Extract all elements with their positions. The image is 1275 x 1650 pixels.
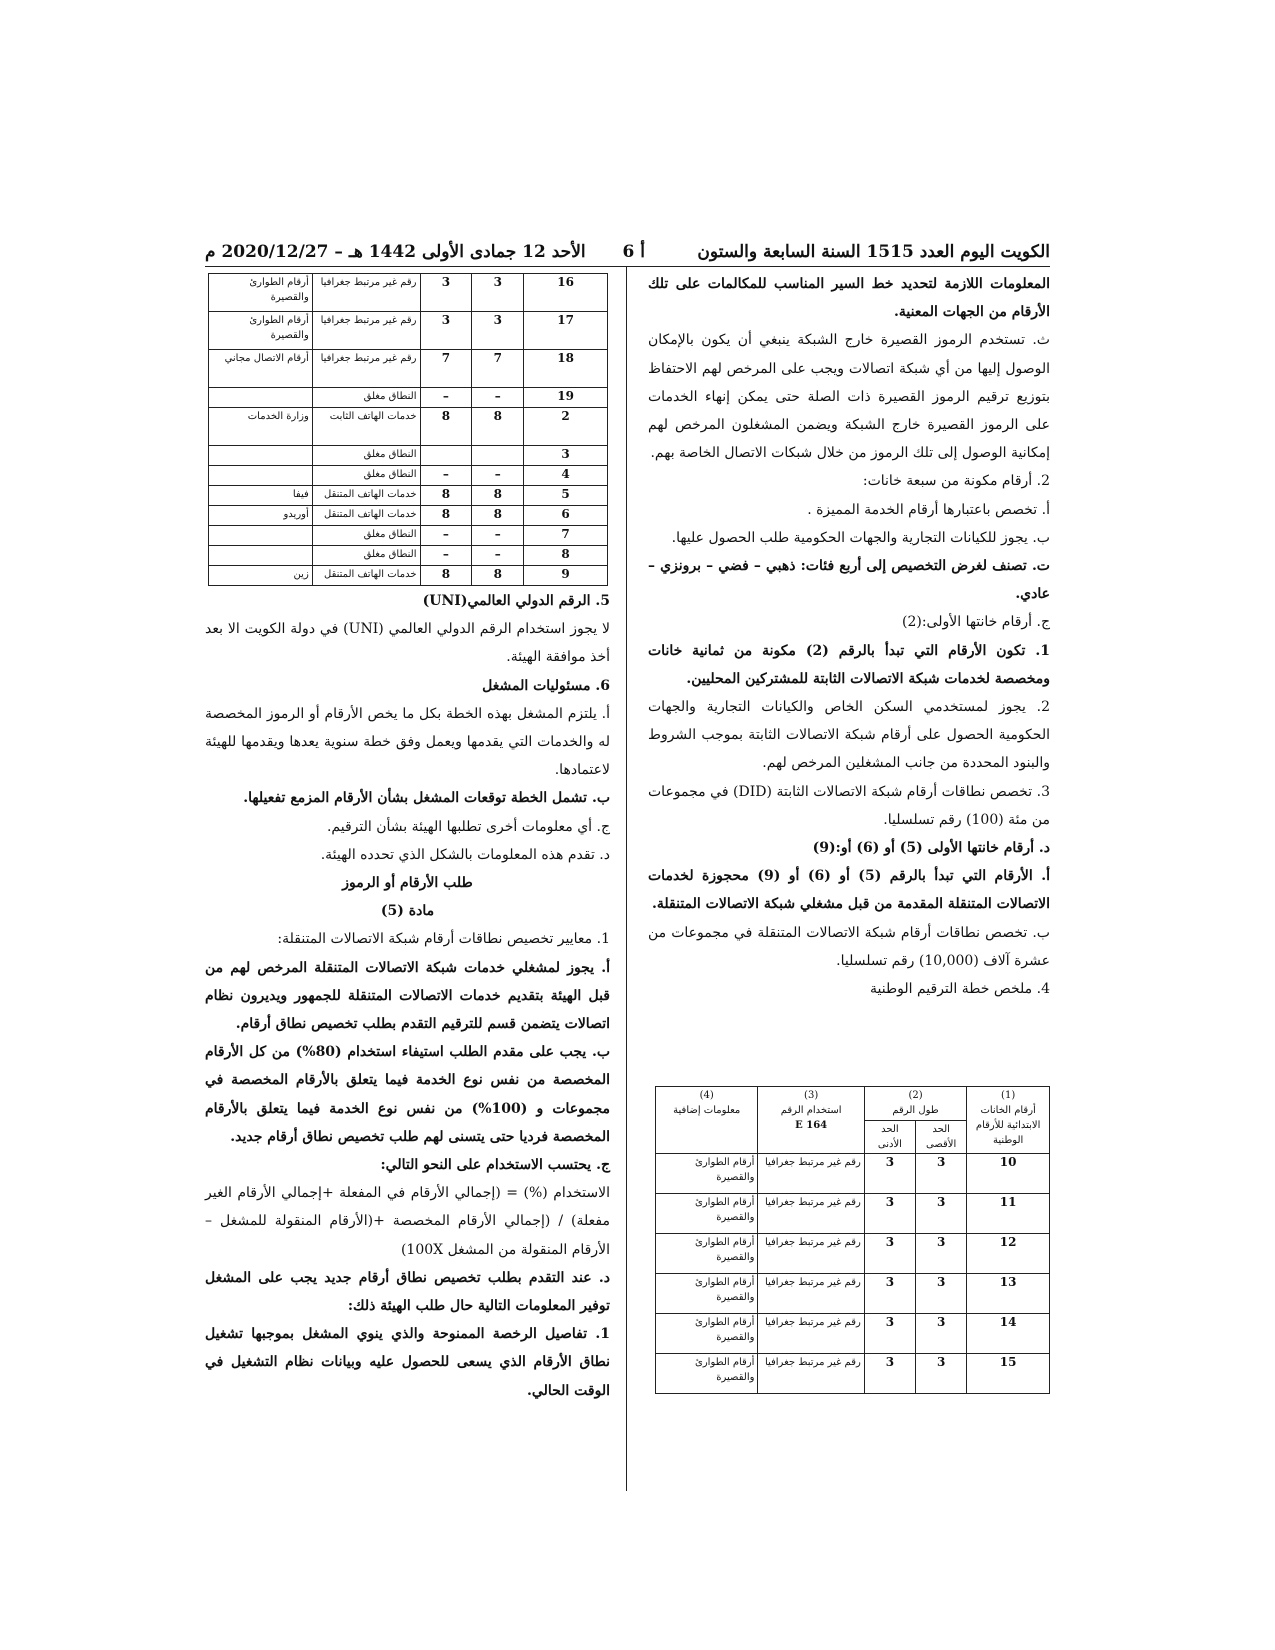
min-length-cell: 3	[864, 1154, 915, 1194]
numbering-plan-table-continued	[208, 273, 608, 586]
prefix-cell: 9	[524, 566, 608, 586]
number-use-cell: رقم غير مرتبط جغرافيا	[758, 1274, 864, 1314]
additional-info-cell	[209, 466, 313, 486]
article-title: مادة (5)	[380, 903, 435, 920]
paragraph: ث. تستخدم الرموز القصيرة خارج الشبكة ينبغي أن يكون بالإمكان الوصول إليها من أي شبكة اتصالات ويجب على المرخص لهم الاحتفاظ بتوزيع ترقيم الرموز القصيرة ذات الصلة حتى يمكن إنهاء الخدمات على الرموز القصيرة خارج الشبكة ويضمن المشغلون المرخص لهم إمكانية الوصول إلى تلك الرموز من خلال شبكات الاتصال الخاصة بهم.	[648, 332, 1050, 462]
section-heading: 4. ملخص خطة الترقيم الوطنية	[870, 981, 1050, 998]
table-row	[209, 506, 608, 526]
table-row	[209, 274, 608, 312]
prefix-cell: 12	[967, 1234, 1050, 1274]
table-row	[209, 312, 608, 350]
number-use-cell: رقم غير مرتبط جغرافيا	[758, 1234, 864, 1274]
header-min: الحد الأدنى	[877, 1124, 902, 1150]
paragraph: ج. يحتسب الاستخدام على النحو التالي:	[380, 1157, 610, 1174]
additional-info-cell: أرقام الطوارئ والقصيرة	[656, 1354, 758, 1394]
paragraph: أ. يجوز لمشغلي خدمات شبكة الاتصالات المتنقلة المرخص لهم من قبل الهيئة بتقديم خدمات الاتصالات المتنقلة للجمهور ويديرون نظام اتصالات يتضمن قسم للترقيم التقدم بطلب تخصيص نطاق أرقام.	[205, 959, 610, 1033]
min-length-cell: 8	[420, 486, 472, 506]
max-length-cell: –	[472, 526, 524, 546]
number-use-cell: رقم غير مرتبط جغرافيا	[758, 1154, 864, 1194]
publication-title: الكويت اليوم العدد 1515 السنة السابعة والستون	[697, 242, 1050, 262]
min-length-cell: 3	[864, 1194, 915, 1234]
additional-info-cell	[209, 446, 313, 466]
number-use-cell: النطاق مغلق	[312, 546, 420, 566]
numbering-plan-table	[655, 1086, 1050, 1394]
prefix-cell: 18	[524, 350, 608, 388]
additional-info-cell: أرقام الطوارئ والقصيرة	[656, 1234, 758, 1274]
max-length-cell: 8	[472, 506, 524, 526]
paragraph: ب. يجب على مقدم الطلب استيفاء استخدام (80%) من كل الأرقام المخصصة من نفس نوع الخدمة فيما يتعلق بالأرقام المخصصة في مجموعات و (100%) من نفس نوع الخدمة فيما يتعلق بالأرقام المخصصة فرديا حتى يتسنى لهم طلب تخصيص نطاق أرقام جديد.	[205, 1044, 611, 1145]
paragraph: ت. تصنف لغرض التخصيص إلى أربع فئات: ذهبي – فضي – برونزي – عادي.	[648, 558, 1050, 603]
paragraph: ب. تشمل الخطة توقعات المشغل بشأن الأرقام المزمع تفعيلها.	[243, 790, 610, 807]
header-num: (3)	[804, 1090, 819, 1101]
number-use-cell: النطاق مغلق	[312, 446, 420, 466]
table-row	[209, 466, 608, 486]
paragraph: الاستخدام (%) = (إجمالي الأرقام في المفعلة +إجمالي الأرقام الغير مفعلة) / (إجمالي الأرقام المخصصة +(الأرقام المنقولة للمشغل – الأرقام المنقولة من المشغل 100X)	[205, 1185, 610, 1258]
min-length-cell: –	[420, 466, 472, 486]
min-length-cell: –	[420, 526, 472, 546]
table-row	[209, 526, 608, 546]
max-length-cell	[472, 446, 524, 466]
prefix-cell: 5	[524, 486, 608, 506]
header-label: أرقام الخانات الابتدائية للأرقام الوطنية	[975, 1105, 1041, 1146]
issue-date: الأحد 12 جمادى الأولى 1442 هـ – 2020/12/27 م	[205, 242, 586, 262]
max-length-cell: 3	[472, 274, 524, 312]
number-use-cell: خدمات الهاتف المتنقل	[312, 506, 420, 526]
paragraph: 1. تكون الأرقام التي تبدأ بالرقم (2) مكونة من ثمانية خانات ومخصصة لخدمات شبكة الاتصالات الثابتة للمشتركين المحليين.	[648, 642, 1050, 687]
additional-info-cell: فيفا	[209, 486, 313, 506]
min-length-cell: 3	[864, 1234, 915, 1274]
max-length-cell: 3	[916, 1354, 967, 1394]
max-length-cell: 8	[472, 486, 524, 506]
number-use-cell: رقم غير مرتبط جغرافيا	[312, 312, 420, 350]
max-length-cell: 3	[916, 1314, 967, 1354]
paragraph: ب. يجوز للكيانات التجارية والجهات الحكومية طلب الحصول عليها.	[671, 529, 1050, 546]
table-row	[209, 546, 608, 566]
header-num: (1)	[1001, 1090, 1016, 1101]
max-length-cell: 3	[472, 312, 524, 350]
additional-info-cell: أرقام الطوارئ والقصيرة	[656, 1274, 758, 1314]
header-num: (4)	[699, 1090, 714, 1101]
prefix-cell: 14	[967, 1314, 1050, 1354]
number-use-cell: رقم غير مرتبط جغرافيا	[312, 274, 420, 312]
header-label: طول الرقم	[892, 1105, 939, 1116]
number-use-cell: خدمات الهاتف المتنقل	[312, 486, 420, 506]
additional-info-cell: وزارة الخدمات	[209, 408, 313, 446]
paragraph: لا يجوز استخدام الرقم الدولي العالمي (UNI) في دولة الكويت الا بعد أخذ موافقة الهيئة.	[205, 621, 611, 666]
prefix-cell: 3	[524, 446, 608, 466]
additional-info-cell	[209, 526, 313, 546]
paragraph: 3. تخصص نطاقات أرقام شبكة الاتصالات الثابتة (DID) في مجموعات من مئة (100) رقم تسلسليا.	[648, 783, 1051, 828]
header-prefix	[967, 1087, 1050, 1154]
max-length-cell: 3	[916, 1194, 967, 1234]
number-use-cell: رقم غير مرتبط جغرافيا	[312, 350, 420, 388]
additional-info-cell: أرقام الطوارئ والقصيرة	[656, 1314, 758, 1354]
min-length-cell: 7	[420, 350, 472, 388]
paragraph: 2. أرقام مكونة من سبعة خانات:	[862, 473, 1050, 490]
min-length-cell: 3	[864, 1274, 915, 1314]
min-length-cell: 8	[420, 506, 472, 526]
min-length-cell: 3	[420, 312, 472, 350]
paragraph: د. عند التقدم بطلب تخصيص نطاق أرقام جديد يجب على المشغل توفير المعلومات التالية حال طلب الهيئة ذلك:	[205, 1269, 610, 1315]
number-use-cell: النطاق مغلق	[312, 466, 420, 486]
table-row	[656, 1314, 1050, 1354]
prefix-cell: 2	[524, 408, 608, 446]
paragraph: 1. تفاصيل الرخصة الممنوحة والذي ينوي المشغل بموجبها تشغيل نطاق الأرقام الذي يسعى للحصول عليه وبيانات نظام التشغيل في الوقت الحالي.	[205, 1326, 610, 1399]
max-length-cell: 8	[472, 408, 524, 446]
paragraph: د. أرقام خانتها الأولى (5) أو (6) أو:(9)	[812, 840, 1050, 857]
additional-info-cell: أرقام الطوارئ والقصيرة	[209, 274, 313, 312]
prefix-cell: 4	[524, 466, 608, 486]
min-length-cell: 3	[864, 1314, 915, 1354]
header-sub: E 164	[795, 1120, 828, 1131]
additional-info-cell	[209, 546, 313, 566]
additional-info-cell: أرقام الطوارئ والقصيرة	[656, 1154, 758, 1194]
header-length	[864, 1087, 966, 1154]
number-use-cell: النطاق مغلق	[312, 388, 420, 408]
table-row	[656, 1274, 1050, 1314]
number-use-cell: رقم غير مرتبط جغرافيا	[758, 1354, 864, 1394]
number-use-cell: النطاق مغلق	[312, 526, 420, 546]
prefix-cell: 6	[524, 506, 608, 526]
min-length-cell: 8	[420, 408, 472, 446]
max-length-cell: –	[472, 466, 524, 486]
right-column	[648, 270, 1050, 1003]
max-length-cell: 3	[916, 1274, 967, 1314]
column-divider	[626, 266, 627, 1491]
additional-info-cell: أرقام الطوارئ والقصيرة	[209, 312, 313, 350]
paragraph: 1. معايير تخصيص نطاقات أرقام شبكة الاتصالات المتنقلة:	[277, 931, 610, 948]
number-use-cell: رقم غير مرتبط جغرافيا	[758, 1194, 864, 1234]
min-length-cell: 8	[420, 566, 472, 586]
prefix-cell: 16	[524, 274, 608, 312]
paragraph: د. تقدم هذه المعلومات بالشكل الذي تحدده الهيئة.	[320, 846, 610, 863]
paragraph: المعلومات اللازمة لتحديد خط السير المناسب للمكالمات على تلك الأرقام من الجهات المعنية.	[648, 276, 1050, 321]
max-length-cell: –	[472, 388, 524, 408]
table-row	[656, 1234, 1050, 1274]
section-heading: 5. الرقم الدولي العالمي(UNI)	[422, 593, 610, 609]
table-row	[209, 486, 608, 506]
paragraph: أ. يلتزم المشغل بهذه الخطة بكل ما يخص الأرقام أو الرموز المخصصة له والخدمات التي يقدمها ويعمل وفق خطة سنوية يعدها ويقدمها للهيئة لاعتمادها.	[205, 705, 610, 779]
number-use-cell: رقم غير مرتبط جغرافيا	[758, 1314, 864, 1354]
min-length-cell: 3	[864, 1354, 915, 1394]
table-row	[209, 408, 608, 446]
left-column	[205, 587, 610, 1405]
table-row	[656, 1194, 1050, 1234]
table-row	[209, 446, 608, 466]
additional-info-cell: أرقام الطوارئ والقصيرة	[656, 1194, 758, 1234]
number-use-cell: خدمات الهاتف المتنقل	[312, 566, 420, 586]
page-header	[205, 242, 1050, 264]
header-info	[656, 1087, 758, 1154]
prefix-cell: 19	[524, 388, 608, 408]
paragraph: أ. تخصص باعتبارها أرقام الخدمة المميزة .	[807, 501, 1050, 518]
table-row	[656, 1154, 1050, 1194]
prefix-cell: 15	[967, 1354, 1050, 1394]
paragraph: 2. يجوز لمستخدمي السكن الخاص والكيانات التجارية والجهات الحكومية الحصول على أرقام شبكة الاتصالات الثابتة بموجب الشروط والبنود المحددة من جانب المشغلين المرخص لهم.	[648, 699, 1050, 772]
prefix-cell: 8	[524, 546, 608, 566]
min-length-cell	[420, 446, 472, 466]
section-heading: 6. مسئوليات المشغل	[482, 677, 610, 694]
prefix-cell: 17	[524, 312, 608, 350]
number-use-cell: خدمات الهاتف الثابت	[312, 408, 420, 446]
additional-info-cell	[209, 388, 313, 408]
header-max: الحد الأقصى	[915, 1121, 966, 1153]
prefix-cell: 10	[967, 1154, 1050, 1194]
additional-info-cell: أوريدو	[209, 506, 313, 526]
min-length-cell: –	[420, 546, 472, 566]
table-row	[656, 1354, 1050, 1394]
max-length-cell: 3	[916, 1154, 967, 1194]
header-rule	[205, 266, 1050, 267]
max-length-cell: –	[472, 546, 524, 566]
section-title: طلب الأرقام أو الرموز	[342, 875, 473, 892]
max-length-cell: 8	[472, 566, 524, 586]
prefix-cell: 11	[967, 1194, 1050, 1234]
paragraph: ج. أرقام خانتها الأولى:(2)	[901, 614, 1050, 631]
min-length-cell: 3	[420, 274, 472, 312]
table-row	[209, 350, 608, 388]
header-use	[758, 1087, 864, 1154]
header-num: (2)	[908, 1090, 923, 1101]
max-length-cell: 7	[472, 350, 524, 388]
paragraph: أ. الأرقام التي تبدأ بالرقم (5) أو (6) أو (9) محجوزة لخدمات الاتصالات المتنقلة المقدمة من قبل مشغلي شبكة الاتصالات المتنقلة.	[648, 868, 1050, 913]
table-row	[209, 388, 608, 408]
table-row	[209, 566, 608, 586]
min-length-cell: –	[420, 388, 472, 408]
additional-info-cell: زين	[209, 566, 313, 586]
max-length-cell: 3	[916, 1234, 967, 1274]
paragraph: ب. تخصص نطاقات أرقام شبكة الاتصالات المتنقلة في مجموعات من عشرة آلاف (10,000) رقم تسلسليا.	[648, 924, 1050, 969]
prefix-cell: 7	[524, 526, 608, 546]
additional-info-cell: أرقام الاتصال مجاني	[209, 350, 313, 388]
paragraph: ج. أي معلومات أخرى تطلبها الهيئة بشأن الترقيم.	[326, 818, 610, 835]
header-label: معلومات إضافية	[673, 1105, 741, 1116]
page-number: أ 6	[622, 242, 645, 262]
prefix-cell: 13	[967, 1274, 1050, 1314]
header-label: استخدام الرقم	[780, 1105, 842, 1116]
